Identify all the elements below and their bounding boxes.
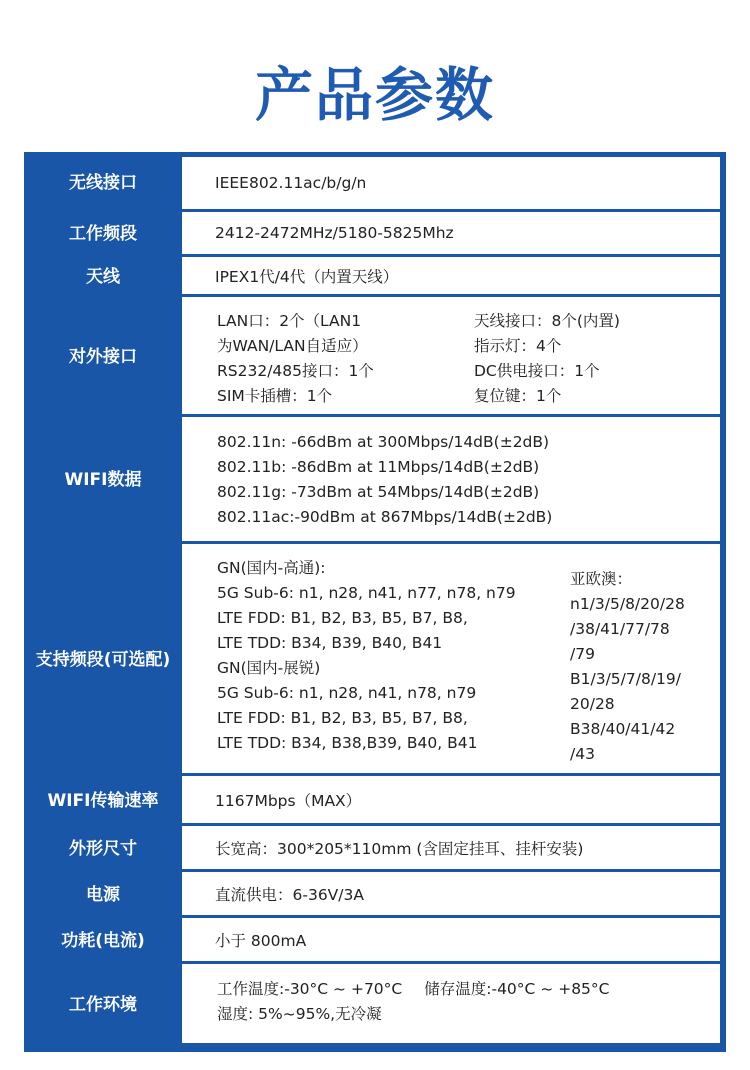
list-item (217, 977, 610, 1002)
row-wireless (24, 152, 726, 209)
bands-left-list (217, 556, 516, 756)
row-value: 长宽高：300*205*110mm (含固定挂耳、挂杆安装) (215, 839, 584, 858)
row-value-cell (182, 826, 720, 869)
row-value: 直流供电：6-36V/3A (215, 885, 364, 904)
row-value-cell (182, 918, 720, 961)
list-item: 指示灯：4个 (474, 337, 562, 355)
row-label: WIFI数据 (64, 470, 142, 490)
list-item: RS232/485接口：1个 (217, 362, 374, 380)
row-environment (24, 961, 726, 1043)
row-wifi-rate (24, 773, 726, 823)
row-value: IPEX1代/4代（内置天线） (215, 267, 399, 286)
row-power (24, 869, 726, 915)
row-bands-support (24, 541, 726, 773)
row-value-cell (182, 297, 720, 414)
list-item: LAN口：2个（LAN1 (217, 312, 362, 330)
list-item: 亚欧澳： (570, 570, 633, 588)
row-value-cell (182, 544, 720, 773)
list-item: B1/3/5/7/8/19/ (570, 670, 681, 688)
row-value: IEEE802.11ac/b/g/n (215, 174, 367, 192)
row-wifi-data (24, 414, 726, 541)
row-label: 无线接口 (69, 173, 137, 193)
list-item: 天线接口：8个(内置) (474, 312, 620, 330)
list-item: /43 (570, 745, 595, 763)
ports-right-list (474, 309, 620, 409)
row-consumption (24, 915, 726, 961)
list-item: SIM卡插槽：1个 (217, 387, 333, 405)
list-item: B38/40/41/42 (570, 720, 676, 738)
list-item: LTE FDD: B1, B2, B3, B5, B7, B8, (217, 609, 468, 627)
row-label: 外形尺寸 (69, 838, 137, 859)
row-label: 电源 (86, 884, 120, 905)
list-item: GN(国内-展锐) (217, 659, 321, 677)
row-ports (24, 294, 726, 414)
list-item: 5G Sub-6: n1, n28, n41, n78, n79 (217, 684, 477, 702)
row-value: 2412-2472MHz/5180-5825Mhz (215, 224, 454, 242)
row-label: 功耗(电流) (61, 930, 145, 951)
list-item: 为WAN/LAN自适应） (217, 337, 368, 355)
row-label: 支持频段(可选配) (35, 649, 171, 670)
environment-list (217, 977, 610, 1027)
page-title: 产品参数 (254, 61, 495, 129)
row-label: WIFI传输速率 (47, 790, 159, 811)
wifi-data-list (217, 430, 552, 530)
row-value-cell (182, 212, 720, 254)
row-label: 工作环境 (69, 994, 137, 1015)
row-label: 天线 (86, 266, 120, 287)
list-item: 802.11ac:-90dBm at 867Mbps/14dB(±2dB) (217, 508, 553, 526)
row-value: 1167Mbps（MAX） (215, 791, 362, 810)
row-value-cell (182, 417, 720, 541)
row-value-cell (182, 157, 720, 209)
row-antenna (24, 254, 726, 294)
bands-right-list (570, 567, 685, 767)
row-label: 工作频段 (69, 224, 137, 244)
humidity: 湿度: 5%~95%,无冷凝 (217, 1005, 382, 1023)
row-value-cell (182, 964, 720, 1043)
list-item: 复位键：1个 (474, 387, 562, 405)
row-value-cell (182, 257, 720, 294)
list-item: 20/28 (570, 695, 615, 713)
list-item: DC供电接口：1个 (474, 362, 600, 380)
list-item: 802.11b: -86dBm at 11Mbps/14dB(±2dB) (217, 458, 540, 476)
row-value-cell (182, 872, 720, 915)
list-item: LTE FDD: B1, B2, B3, B5, B7, B8, (217, 709, 468, 727)
row-value-cell (182, 776, 720, 823)
list-item: 5G Sub-6: n1, n28, n41, n77, n78, n79 (217, 584, 516, 602)
spec-table (24, 152, 726, 1052)
row-size (24, 823, 726, 869)
list-item: LTE TDD: B34, B38,B39, B40, B41 (217, 734, 478, 752)
row-label: 对外接口 (69, 346, 137, 367)
row-band (24, 209, 726, 254)
list-item: GN(国内-高通): (217, 559, 326, 577)
list-item: 802.11n: -66dBm at 300Mbps/14dB(±2dB) (217, 433, 550, 451)
list-item: n1/3/5/8/20/28 (570, 595, 685, 613)
storage-temperature: 储存温度:-40°C ~ +85°C (424, 980, 610, 998)
row-value: 小于 800mA (215, 931, 307, 950)
list-item: /79 (570, 645, 595, 663)
work-temperature: 工作温度:-30°C ~ +70°C (217, 980, 403, 998)
list-item: LTE TDD: B34, B39, B40, B41 (217, 634, 443, 652)
ports-left-list (217, 309, 374, 409)
list-item: 802.11g: -73dBm at 54Mbps/14dB(±2dB) (217, 483, 540, 501)
list-item: /38/41/77/78 (570, 620, 670, 638)
